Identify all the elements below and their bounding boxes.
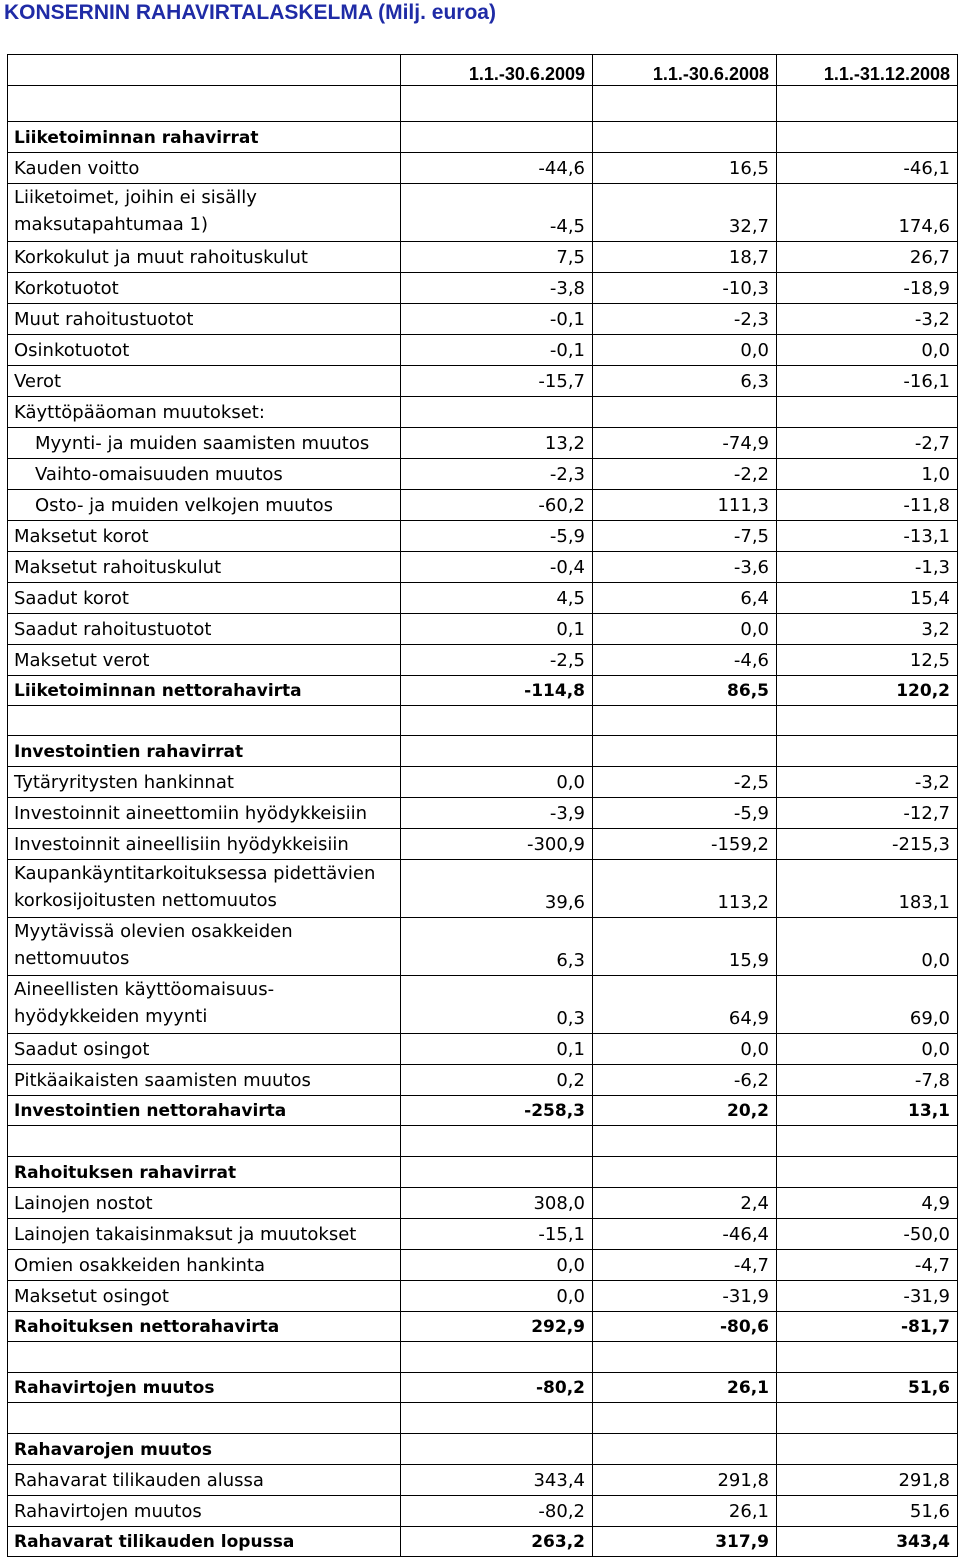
value-cell-col-2: 317,9 [593,1527,777,1557]
row-label: Saadut korot [8,583,401,614]
row-label: Myytävissä olevien osakkeiden nettomuutos [8,918,401,976]
row-label: Maksetut verot [8,645,401,676]
value-cell-col-2: -2,3 [593,304,777,335]
row-label: Verot [8,366,401,397]
value-cell-col-3: 51,6 [777,1373,958,1403]
value-cell-col-1: -2,5 [401,645,593,676]
row-label: Maksetut rahoituskulut [8,552,401,583]
column-header-fy-2008: 1.1.-31.12.2008 [777,55,958,86]
row-label: Lainojen nostot [8,1188,401,1219]
row-label [8,86,401,122]
value-cell-col-3: -50,0 [777,1219,958,1250]
row-label: Kaupankäyntitarkoituksessa pidettävien korkosijoitusten nettomuutos [8,860,401,918]
value-cell-col-3: 15,4 [777,583,958,614]
total-row [8,1527,958,1557]
row-label: Tytäryritysten hankinnat [8,767,401,798]
row-label: Kauden voitto [8,153,401,184]
row-label [8,706,401,736]
row-label: Vaihto-omaisuuden muutos [8,459,401,490]
value-cell-col-3 [777,706,958,736]
value-cell-col-2: 111,3 [593,490,777,521]
value-cell-col-2: 18,7 [593,242,777,273]
value-cell-col-1: 343,4 [401,1465,593,1496]
table-row [8,829,958,860]
spacer-row [8,1403,958,1434]
value-cell-col-3 [777,736,958,767]
value-cell-col-2: 64,9 [593,976,777,1034]
table-row [8,490,958,521]
value-cell-col-1: -0,1 [401,304,593,335]
spacer-row [8,1342,958,1373]
table-row [8,645,958,676]
value-cell-col-2: 113,2 [593,860,777,918]
value-cell-col-1: -114,8 [401,676,593,706]
value-cell-col-3 [777,122,958,153]
value-cell-col-1 [401,736,593,767]
total-row [8,1373,958,1403]
table-row [8,335,958,366]
table-row [8,242,958,273]
total-row [8,1096,958,1126]
value-cell-col-2: 0,0 [593,335,777,366]
value-cell-col-3: 343,4 [777,1527,958,1557]
value-cell-col-1: -0,1 [401,335,593,366]
value-cell-col-3: -7,8 [777,1065,958,1096]
row-label: Rahoituksen nettorahavirta [8,1312,401,1342]
table-row [8,860,958,918]
value-cell-col-2: -80,6 [593,1312,777,1342]
value-cell-col-3: -3,2 [777,304,958,335]
value-cell-col-2: 32,7 [593,184,777,242]
row-label: Liiketoiminnan nettorahavirta [8,676,401,706]
value-cell-col-3 [777,1342,958,1373]
value-cell-col-2: -3,6 [593,552,777,583]
value-cell-col-1 [401,1126,593,1157]
page-title: KONSERNIN RAHAVIRTALASKELMA (Milj. euroa) [4,1,496,24]
table-row [8,918,958,976]
value-cell-col-1 [401,1342,593,1373]
cash-flow-table-body [8,55,958,1557]
table-row [8,1465,958,1496]
value-cell-col-3: 12,5 [777,645,958,676]
row-label [8,1403,401,1434]
value-cell-col-2: -4,6 [593,645,777,676]
row-label: Investointien rahavirrat [8,736,401,767]
value-cell-col-1: 6,3 [401,918,593,976]
value-cell-col-3: -13,1 [777,521,958,552]
value-cell-col-2 [593,1403,777,1434]
column-header-h1-2008: 1.1.-30.6.2008 [593,55,777,86]
row-label: Saadut rahoitustuotot [8,614,401,645]
row-label: Osinkotuotot [8,335,401,366]
row-label [8,1342,401,1373]
value-cell-col-1 [401,397,593,428]
table-row [8,1034,958,1065]
value-cell-col-3: 0,0 [777,335,958,366]
value-cell-col-3 [777,86,958,122]
table-row [8,366,958,397]
value-cell-col-3: -2,7 [777,428,958,459]
table-row [8,552,958,583]
table-row [8,1496,958,1527]
table-row [8,767,958,798]
value-cell-col-1: -3,8 [401,273,593,304]
value-cell-col-1 [401,1403,593,1434]
value-cell-col-1: -300,9 [401,829,593,860]
column-header-h1-2009: 1.1.-30.6.2009 [401,55,593,86]
value-cell-col-3 [777,1157,958,1188]
table-row [8,304,958,335]
value-cell-col-1: 0,3 [401,976,593,1034]
value-cell-col-2: 16,5 [593,153,777,184]
value-cell-col-2: -4,7 [593,1250,777,1281]
total-row [8,676,958,706]
row-label: Pitkäaikaisten saamisten muutos [8,1065,401,1096]
value-cell-col-2 [593,1157,777,1188]
value-cell-col-2: 2,4 [593,1188,777,1219]
value-cell-col-1: 0,1 [401,614,593,645]
value-cell-col-1: 0,2 [401,1065,593,1096]
cash-flow-table [7,54,958,1557]
value-cell-col-1: 7,5 [401,242,593,273]
table-row [8,1188,958,1219]
value-cell-col-3: -12,7 [777,798,958,829]
row-label: Myynti- ja muiden saamisten muutos [8,428,401,459]
value-cell-col-2: 291,8 [593,1465,777,1496]
table-row [8,976,958,1034]
value-cell-col-3: 0,0 [777,918,958,976]
value-cell-col-1: -80,2 [401,1373,593,1403]
row-label: Rahavarojen muutos [8,1434,401,1465]
value-cell-col-1: 263,2 [401,1527,593,1557]
value-cell-col-2 [593,1434,777,1465]
value-cell-col-1: 0,1 [401,1034,593,1065]
table-row [8,1219,958,1250]
spacer-row [8,1126,958,1157]
value-cell-col-1: 0,0 [401,1250,593,1281]
value-cell-col-3: -31,9 [777,1281,958,1312]
section-header-row [8,736,958,767]
value-cell-col-3: 0,0 [777,1034,958,1065]
row-label: Maksetut osingot [8,1281,401,1312]
value-cell-col-2: -2,2 [593,459,777,490]
value-cell-col-2: -159,2 [593,829,777,860]
value-cell-col-2: -5,9 [593,798,777,829]
header-label-cell [8,55,401,86]
value-cell-col-3: 1,0 [777,459,958,490]
table-row [8,798,958,829]
value-cell-col-3: -1,3 [777,552,958,583]
value-cell-col-1: -4,5 [401,184,593,242]
table-row [8,397,958,428]
value-cell-col-3: -215,3 [777,829,958,860]
table-row [8,521,958,552]
value-cell-col-3: -46,1 [777,153,958,184]
value-cell-col-2: 0,0 [593,1034,777,1065]
value-cell-col-1: 39,6 [401,860,593,918]
value-cell-col-3: -11,8 [777,490,958,521]
table-row [8,428,958,459]
row-label: Rahavarat tilikauden alussa [8,1465,401,1496]
value-cell-col-1: -15,1 [401,1219,593,1250]
table-row [8,184,958,242]
value-cell-col-3: 120,2 [777,676,958,706]
row-label: Korkokulut ja muut rahoituskulut [8,242,401,273]
value-cell-col-2: -31,9 [593,1281,777,1312]
value-cell-col-2: -7,5 [593,521,777,552]
row-label: Rahoituksen rahavirrat [8,1157,401,1188]
value-cell-col-2: 26,1 [593,1496,777,1527]
value-cell-col-1: -0,4 [401,552,593,583]
value-cell-col-1: -5,9 [401,521,593,552]
table-row [8,583,958,614]
value-cell-col-1 [401,1157,593,1188]
value-cell-col-2: -46,4 [593,1219,777,1250]
value-cell-col-2: -10,3 [593,273,777,304]
section-header-row [8,1157,958,1188]
value-cell-col-3: 183,1 [777,860,958,918]
value-cell-col-1: 0,0 [401,767,593,798]
value-cell-col-2 [593,122,777,153]
row-label: Omien osakkeiden hankinta [8,1250,401,1281]
value-cell-col-2 [593,397,777,428]
value-cell-col-3: -3,2 [777,767,958,798]
value-cell-col-3: -16,1 [777,366,958,397]
value-cell-col-2: 6,4 [593,583,777,614]
row-label: Käyttöpääoman muutokset: [8,397,401,428]
table-row [8,1250,958,1281]
value-cell-col-2: -2,5 [593,767,777,798]
value-cell-col-3: 13,1 [777,1096,958,1126]
row-label: Rahavarat tilikauden lopussa [8,1527,401,1557]
row-label: Rahavirtojen muutos [8,1373,401,1403]
value-cell-col-2: 20,2 [593,1096,777,1126]
value-cell-col-3 [777,397,958,428]
value-cell-col-3: 291,8 [777,1465,958,1496]
value-cell-col-2 [593,1126,777,1157]
spacer-row [8,706,958,736]
value-cell-col-3: -18,9 [777,273,958,304]
section-header-row [8,122,958,153]
table-row [8,153,958,184]
row-label: Rahavirtojen muutos [8,1496,401,1527]
row-label: Muut rahoitustuotot [8,304,401,335]
value-cell-col-2: 6,3 [593,366,777,397]
value-cell-col-3: 3,2 [777,614,958,645]
value-cell-col-2: 26,1 [593,1373,777,1403]
value-cell-col-1 [401,122,593,153]
value-cell-col-3: 4,9 [777,1188,958,1219]
spacer-row [8,86,958,122]
value-cell-col-1: -80,2 [401,1496,593,1527]
row-label: Saadut osingot [8,1034,401,1065]
table-row [8,614,958,645]
value-cell-col-1: -3,9 [401,798,593,829]
value-cell-col-2 [593,706,777,736]
table-row [8,1281,958,1312]
value-cell-col-1: 13,2 [401,428,593,459]
value-cell-col-3 [777,1434,958,1465]
value-cell-col-2 [593,86,777,122]
row-label: Liiketoimet, joihin ei sisälly maksutapahtumaa 1) [8,184,401,242]
value-cell-col-1: -60,2 [401,490,593,521]
value-cell-col-2 [593,1342,777,1373]
section-header-row [8,1434,958,1465]
value-cell-col-2: 15,9 [593,918,777,976]
column-header-row [8,55,958,86]
row-label: Maksetut korot [8,521,401,552]
value-cell-col-3: 174,6 [777,184,958,242]
value-cell-col-3: -81,7 [777,1312,958,1342]
value-cell-col-3 [777,1126,958,1157]
row-label: Liiketoiminnan rahavirrat [8,122,401,153]
value-cell-col-1 [401,86,593,122]
value-cell-col-3: -4,7 [777,1250,958,1281]
row-label: Lainojen takaisinmaksut ja muutokset [8,1219,401,1250]
row-label: Investointien nettorahavirta [8,1096,401,1126]
value-cell-col-3: 69,0 [777,976,958,1034]
value-cell-col-2: 86,5 [593,676,777,706]
value-cell-col-2 [593,736,777,767]
table-row [8,459,958,490]
value-cell-col-1: -44,6 [401,153,593,184]
value-cell-col-1 [401,1434,593,1465]
value-cell-col-1: 292,9 [401,1312,593,1342]
value-cell-col-3: 26,7 [777,242,958,273]
total-row [8,1312,958,1342]
row-label: Investoinnit aineellisiin hyödykkeisiin [8,829,401,860]
value-cell-col-3: 51,6 [777,1496,958,1527]
value-cell-col-1: 308,0 [401,1188,593,1219]
value-cell-col-2: -74,9 [593,428,777,459]
row-label: Aineellisten käyttöomaisuus-hyödykkeiden myynti [8,976,401,1034]
row-label [8,1126,401,1157]
row-label: Osto- ja muiden velkojen muutos [8,490,401,521]
value-cell-col-2: -6,2 [593,1065,777,1096]
value-cell-col-3 [777,1403,958,1434]
value-cell-col-1 [401,706,593,736]
value-cell-col-1: -15,7 [401,366,593,397]
value-cell-col-1: 4,5 [401,583,593,614]
value-cell-col-2: 0,0 [593,614,777,645]
table-row [8,1065,958,1096]
value-cell-col-1: -2,3 [401,459,593,490]
row-label: Korkotuotot [8,273,401,304]
value-cell-col-1: -258,3 [401,1096,593,1126]
row-label: Investoinnit aineettomiin hyödykkeisiin [8,798,401,829]
table-row [8,273,958,304]
value-cell-col-1: 0,0 [401,1281,593,1312]
